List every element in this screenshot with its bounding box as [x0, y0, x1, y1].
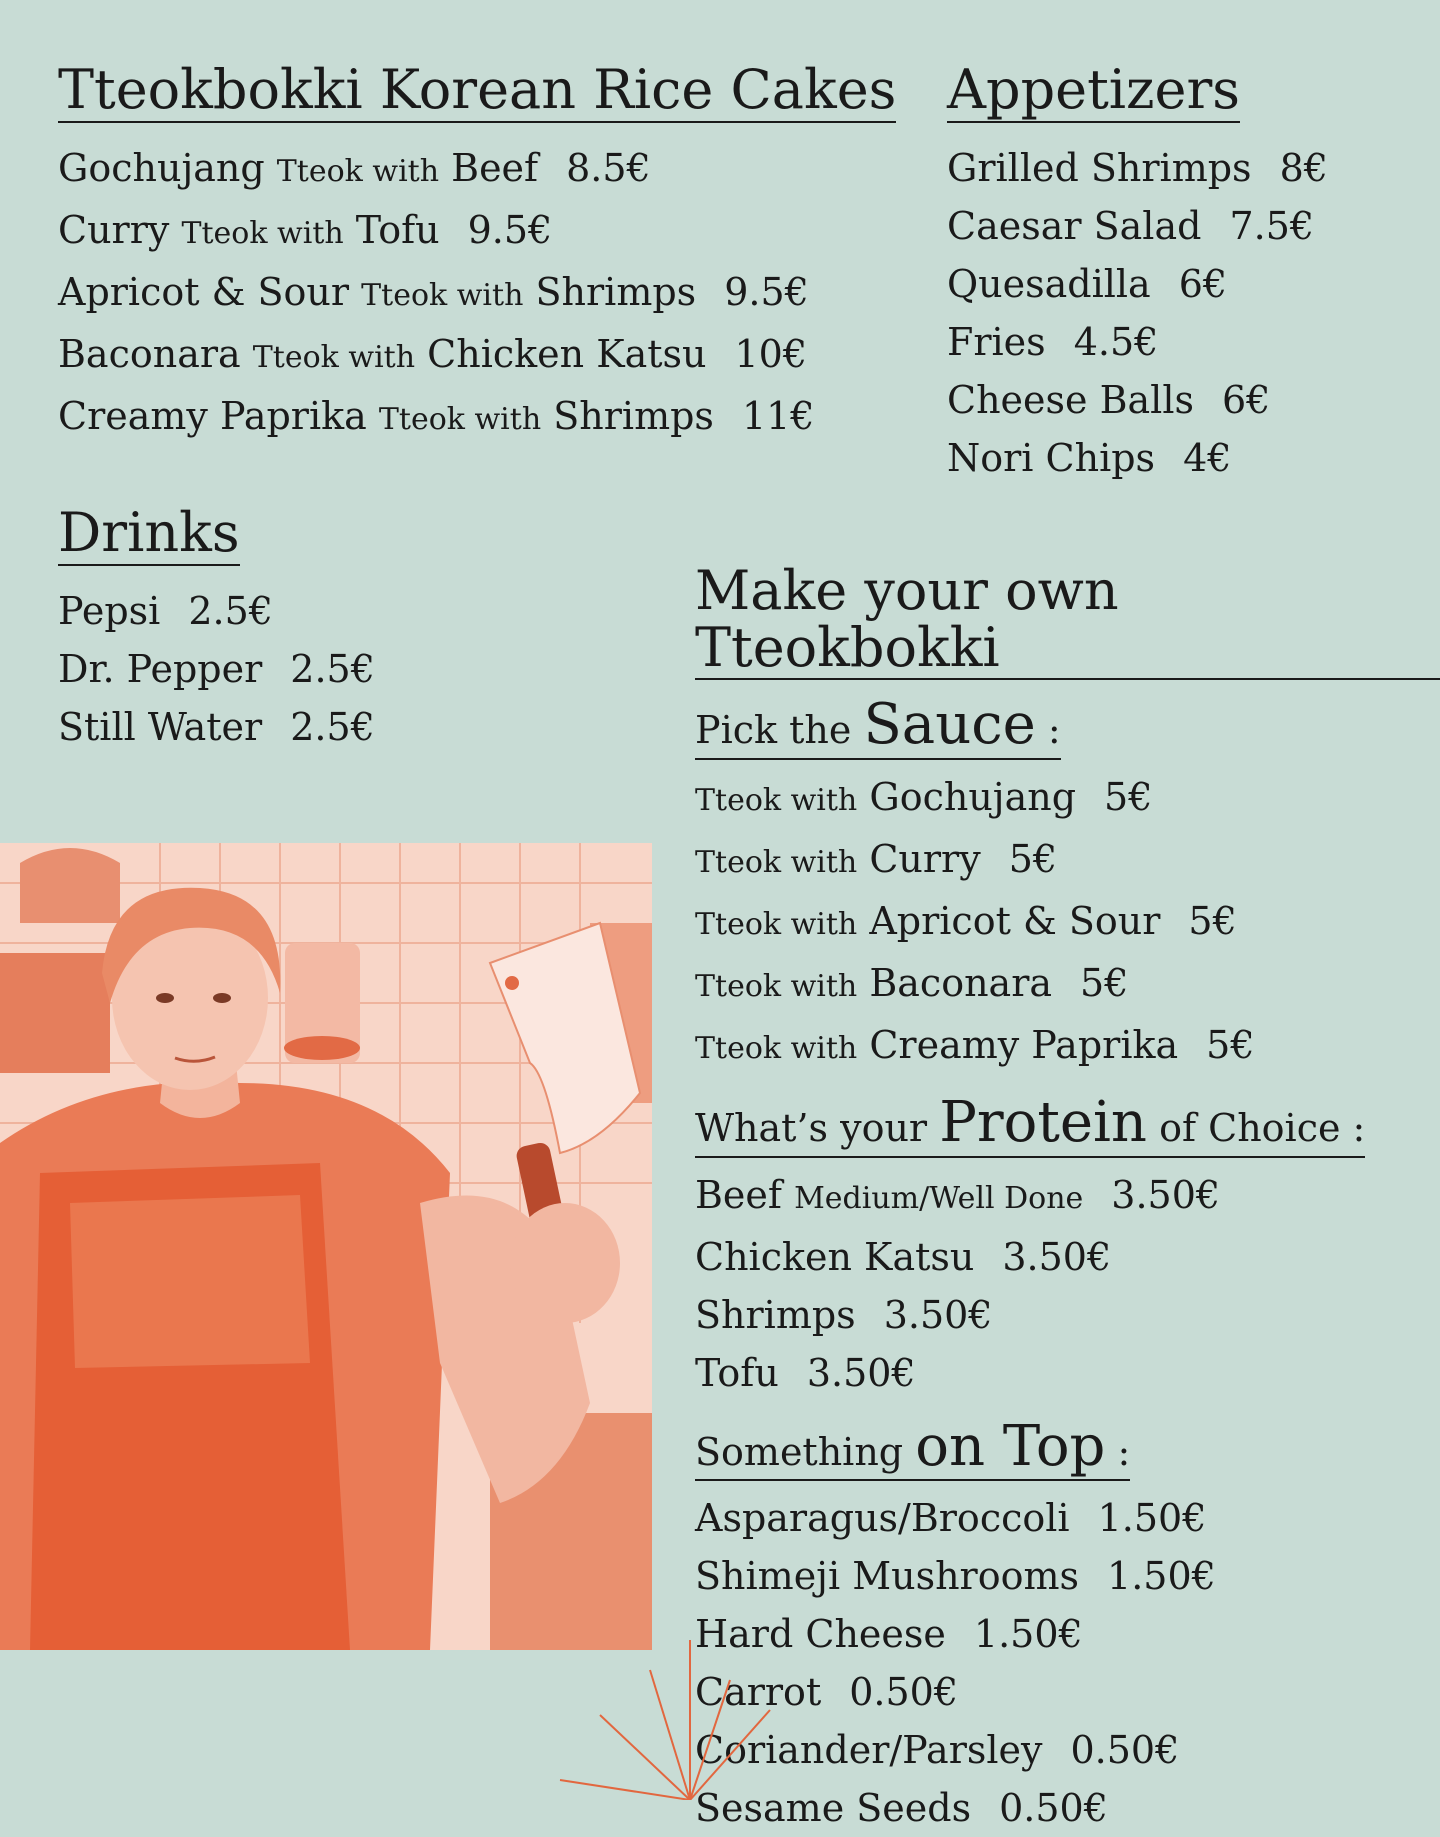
item-price: 8€ — [1279, 145, 1328, 190]
menu-item: Pepsi 2.5€ — [58, 588, 273, 633]
menu-item: Apricot & Sour Tteok with Shrimps 9.5€ — [58, 269, 809, 314]
drinks-section — [58, 501, 375, 756]
item-price: 1.50€ — [1097, 1496, 1207, 1541]
item-price: 0.50€ — [999, 1786, 1108, 1831]
item-price: 10€ — [734, 331, 808, 376]
item-price: 0.50€ — [849, 1670, 959, 1715]
item-price: 5€ — [1104, 774, 1153, 819]
menu-item: Shrimps 3.50€ — [695, 1292, 993, 1337]
item-price: 9.5€ — [724, 269, 809, 314]
sauce-subheading: Pick the Sauce : — [695, 694, 1061, 760]
tteokbokki-heading: Tteokbokki Korean Rice Cakes — [58, 58, 897, 121]
menu-item: Baconara Tteok with Chicken Katsu 10€ — [58, 331, 808, 376]
item-price: 5€ — [1080, 960, 1129, 1005]
menu-item: Beef Medium/Well Done 3.50€ — [695, 1172, 1221, 1217]
item-price: 9.5€ — [467, 207, 553, 252]
appetizers-list — [947, 139, 1328, 487]
item-price: 5€ — [1188, 898, 1237, 943]
menu-item: Chicken Katsu 3.50€ — [695, 1234, 1112, 1279]
menu-item: Tteok with Baconara 5€ — [695, 960, 1129, 1005]
menu-item: Tteok with Creamy Paprika 5€ — [695, 1022, 1255, 1067]
item-price: 11€ — [741, 393, 815, 438]
menu-item: Quesadilla 6€ — [947, 261, 1228, 306]
menu-item: Sesame Seeds 0.50€ — [695, 1786, 1108, 1831]
sunburst-decoration — [540, 1640, 880, 1800]
menu-item: Nori Chips 4€ — [947, 435, 1232, 480]
appetizers-heading: Appetizers — [947, 58, 1240, 121]
sauce-list — [695, 768, 1440, 1078]
item-price: 4€ — [1183, 435, 1232, 480]
menu-item: Gochujang Tteok with Beef 8.5€ — [58, 145, 651, 190]
menu-item: Curry Tteok with Tofu 9.5€ — [58, 207, 553, 252]
menu-item: Tteok with Gochujang 5€ — [695, 774, 1153, 819]
menu-item: Grilled Shrimps 8€ — [947, 145, 1328, 190]
appetizers-section — [947, 58, 1328, 487]
menu-item: Tofu 3.50€ — [695, 1350, 916, 1395]
item-price: 4.5€ — [1073, 319, 1159, 364]
menu-item: Coriander/Parsley 0.50€ — [695, 1728, 1180, 1773]
menu-item: Dr. Pepper 2.5€ — [58, 646, 375, 691]
protein-list — [695, 1166, 1440, 1402]
menu-item: Still Water 2.5€ — [58, 704, 375, 749]
item-price: 2.5€ — [290, 704, 375, 749]
drinks-list — [58, 582, 375, 756]
item-price: 3.50€ — [1111, 1172, 1221, 1217]
chef-photo — [0, 843, 652, 1650]
protein-subheading: What’s your Protein of Choice : — [695, 1092, 1365, 1158]
item-price: 1.50€ — [1107, 1554, 1216, 1599]
item-price: 5€ — [1008, 836, 1058, 881]
item-price: 3.50€ — [883, 1292, 993, 1337]
menu-item: Cheese Balls 6€ — [947, 377, 1271, 422]
menu-item: Tteok with Apricot & Sour 5€ — [695, 898, 1237, 943]
menu-item: Caesar Salad 7.5€ — [947, 203, 1315, 248]
item-price: 2.5€ — [290, 646, 375, 691]
item-price: 3.50€ — [806, 1350, 916, 1395]
toppings-subheading: Something on Top : — [695, 1416, 1130, 1482]
item-price: 6€ — [1221, 377, 1271, 422]
drinks-heading: Drinks — [58, 501, 240, 564]
menu-item: Carrot 0.50€ — [695, 1670, 959, 1715]
item-price: 1.50€ — [973, 1612, 1083, 1657]
menu-item: Creamy Paprika Tteok with Shrimps 11€ — [58, 393, 815, 438]
item-price: 7.5€ — [1229, 203, 1315, 248]
menu-item: Fries 4.5€ — [947, 319, 1159, 364]
menu-item: Asparagus/Broccoli 1.50€ — [695, 1496, 1207, 1541]
item-price: 8.5€ — [566, 145, 651, 190]
make-your-own-heading: Make your own Tteokbokki — [695, 563, 1440, 680]
menu-item: Shimeji Mushrooms 1.50€ — [695, 1554, 1216, 1599]
menu-item: Tteok with Curry 5€ — [695, 836, 1058, 881]
item-price: 6€ — [1178, 261, 1228, 306]
tteokbokki-section — [58, 58, 897, 449]
item-price: 0.50€ — [1070, 1728, 1180, 1773]
menu-item: Hard Cheese 1.50€ — [695, 1612, 1083, 1657]
item-price: 2.5€ — [188, 588, 273, 633]
item-price: 3.50€ — [1002, 1234, 1112, 1279]
item-price: 5€ — [1206, 1022, 1255, 1067]
tteokbokki-list — [58, 139, 896, 449]
